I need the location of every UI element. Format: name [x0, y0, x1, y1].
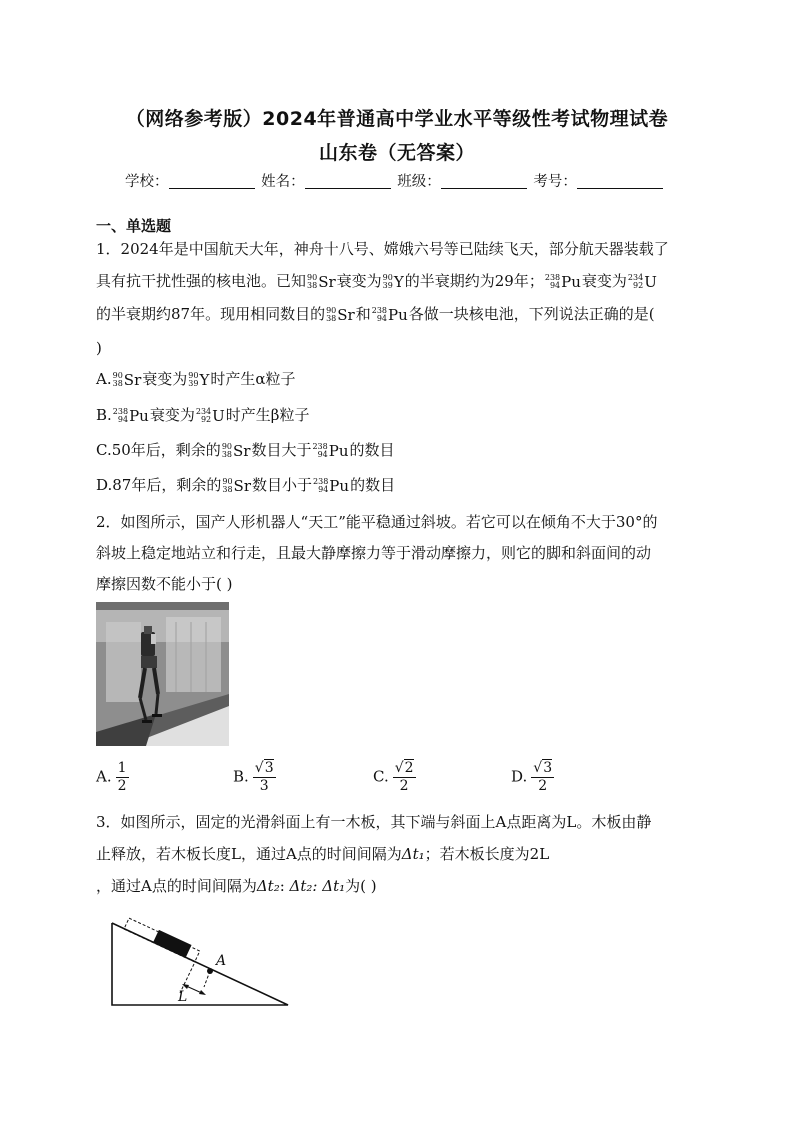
- q3-line2: 止释放，若木板长度L，通过A点的时间间隔为Δt₁；若木板长度为2L: [96, 845, 550, 863]
- incline-figure: [100, 915, 295, 1010]
- q1-option-c[interactable]: C.50年后，剩余的 90 38 Sr 数目大于 238 94 Pu 的数目: [96, 441, 395, 460]
- q1-option-d[interactable]: D.87年后，剩余的 90 38 Sr 数目小于 238 94 Pu 的数目: [96, 476, 396, 495]
- nuclide-sr: 90 38 Sr: [307, 273, 336, 291]
- exam-no-blank[interactable]: [577, 174, 663, 189]
- section-heading: 一、单选题: [96, 217, 172, 235]
- nuclide-pu: 238 94 Pu: [544, 273, 581, 291]
- school-label: 学校：: [125, 174, 169, 190]
- length-l-label: L: [178, 989, 188, 1005]
- q1-line3: 的半衰期约87年。现用相同数目的 90 38 Sr 和 238 94 Pu 各做一块核电池，下列说法正确的是(: [96, 305, 655, 324]
- q1-option-a[interactable]: A. 90 38 Sr 衰变为 90 39 Y 时产生α粒子: [96, 370, 296, 389]
- q2-option-c[interactable]: C. $\frac{√2}{2}$: [373, 760, 414, 794]
- name-label: 姓名：: [261, 174, 305, 190]
- exam-title-line1: （网络参考版）2024年普通高中学业水平等级性考试物理试卷: [125, 108, 669, 130]
- q1-line1: 1．2024年是中国航天大年，神舟十八号、嫦娥六号等已陆续飞天，部分航天器装载了: [96, 240, 669, 258]
- q2-option-a[interactable]: A. $\frac{1}{2}$: [96, 760, 127, 794]
- robot-on-slope-photo: [96, 602, 229, 746]
- school-blank[interactable]: [169, 174, 255, 189]
- point-a-label: A: [216, 953, 227, 969]
- q2-option-d[interactable]: D. $\frac{√3}{2}$: [511, 760, 553, 794]
- q3-line3: ，通过A点的时间间隔为Δt₂: Δt₂: Δt₁为( ): [96, 877, 377, 895]
- exam-no-label: 考号：: [533, 174, 577, 190]
- nuclide-y: 90 39 Y: [382, 273, 404, 291]
- q3-line1: 3．如图所示，固定的光滑斜面上有一木板，其下端与斜面上A点距离为L。木板由静: [96, 813, 652, 831]
- q2-line2: 斜坡上稳定地站立和行走，且最大静摩擦力等于滑动摩擦力，则它的脚和斜面间的动: [96, 544, 652, 562]
- q2-line1: 2．如图所示，国产人形机器人“天工”能平稳通过斜坡。若它可以在倾角不大于30°的: [96, 513, 658, 531]
- name-blank[interactable]: [305, 174, 391, 189]
- nuclide-sr: 90 38 Sr: [326, 306, 355, 324]
- nuclide-u: 234 92 U: [627, 273, 657, 291]
- q2-option-b[interactable]: B. $\frac{√3}{3}$: [233, 760, 274, 794]
- student-info-line: [125, 170, 665, 191]
- exam-title-line2: 山东卷（无答案）: [318, 142, 475, 164]
- q2-line3: 摩擦因数不能小于( ): [96, 575, 233, 593]
- q1-option-b[interactable]: B. 238 94 Pu 衰变为 234 92 U 时产生β粒子: [96, 406, 310, 425]
- class-blank[interactable]: [441, 174, 527, 189]
- class-label: 班级：: [397, 174, 441, 190]
- q1-line4: ): [96, 339, 102, 357]
- q1-line2: 具有抗干扰性强的核电池。已知 90 38 Sr 衰变为 90 39 Y 的半衰期约为29年； 238 94 Pu 衰变为 234 92 U: [96, 272, 657, 291]
- nuclide-pu: 238 94 Pu: [371, 306, 408, 324]
